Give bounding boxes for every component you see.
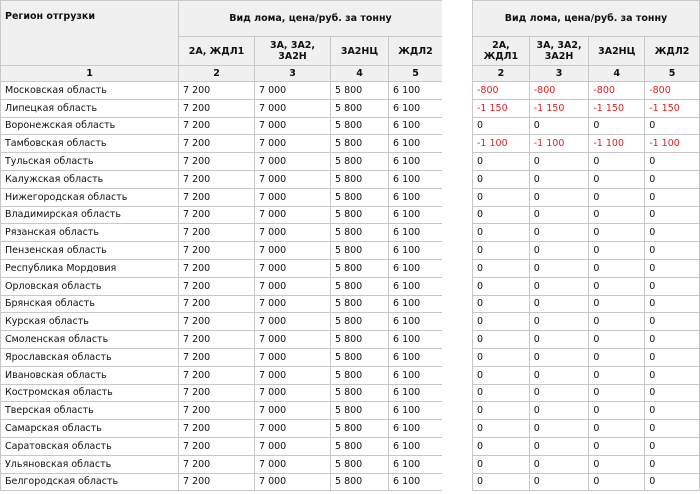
change-cell: 0 — [645, 437, 700, 455]
header-row-top — [473, 1, 700, 37]
price-cell: 7 200 — [179, 277, 255, 295]
price-cell: 7 000 — [255, 259, 331, 277]
change-cell: -1 150 — [529, 99, 589, 117]
change-cell: 0 — [529, 295, 589, 313]
price-cell: 7 000 — [255, 384, 331, 402]
change-cell: 0 — [645, 206, 700, 224]
change-cell: 0 — [645, 331, 700, 349]
price-cell: 7 000 — [255, 277, 331, 295]
change-cell: 0 — [529, 153, 589, 171]
price-cell: 7 000 — [255, 331, 331, 349]
column-number: 1 — [1, 66, 179, 82]
table-row — [473, 313, 700, 331]
change-cell: 0 — [589, 437, 645, 455]
price-cell: 7 000 — [255, 402, 331, 420]
region-name-cell: Курская область — [1, 313, 179, 331]
change-cell: 0 — [589, 206, 645, 224]
price-cell: 5 800 — [331, 473, 389, 491]
change-cell: -1 150 — [473, 99, 530, 117]
change-cell: 0 — [473, 170, 530, 188]
table-row — [1, 420, 443, 438]
price-cell: 7 000 — [255, 117, 331, 135]
change-cell: 0 — [645, 384, 700, 402]
price-cell: 5 800 — [331, 153, 389, 171]
table-row — [1, 259, 443, 277]
table-row — [1, 366, 443, 384]
change-cell: 0 — [645, 313, 700, 331]
price-cell: 6 100 — [389, 206, 443, 224]
price-cell: 7 000 — [255, 188, 331, 206]
change-cell: 0 — [589, 420, 645, 438]
price-cell: 5 800 — [331, 384, 389, 402]
change-cell: 0 — [473, 206, 530, 224]
price-cell: 7 200 — [179, 437, 255, 455]
column-number: 3 — [255, 66, 331, 82]
table-row — [473, 277, 700, 295]
price-cell: 7 000 — [255, 153, 331, 171]
price-cell: 5 800 — [331, 437, 389, 455]
region-column-header: Регион отгрузки — [1, 1, 179, 66]
price-cell: 7 000 — [255, 99, 331, 117]
price-cell: 6 100 — [389, 99, 443, 117]
change-cell: 0 — [645, 295, 700, 313]
table-row — [1, 313, 443, 331]
change-cell: 0 — [529, 117, 589, 135]
change-cell: 0 — [589, 455, 645, 473]
table-row — [1, 402, 443, 420]
region-name-cell: Белгородская область — [1, 473, 179, 491]
change-cell: 0 — [589, 366, 645, 384]
table-row — [1, 99, 443, 117]
change-cell: -1 150 — [645, 99, 700, 117]
change-group-header: Вид лома, цена/руб. за тонну — [473, 1, 700, 37]
region-name-cell: Ярославская область — [1, 348, 179, 366]
column-number: 2 — [473, 66, 530, 82]
table-row — [1, 82, 443, 100]
region-name-cell: Тверская область — [1, 402, 179, 420]
panel-divider — [442, 0, 472, 494]
table-row — [473, 99, 700, 117]
change-cell: 0 — [529, 313, 589, 331]
price-cell: 6 100 — [389, 135, 443, 153]
change-cell: 0 — [529, 420, 589, 438]
table-row — [473, 242, 700, 260]
table-row — [473, 153, 700, 171]
column-header-2a: 2А, ЖДЛ1 — [473, 37, 530, 66]
header-row-numbers — [1, 66, 443, 82]
header-row-numbers — [473, 66, 700, 82]
price-cell: 7 200 — [179, 99, 255, 117]
price-cell: 6 100 — [389, 331, 443, 349]
price-cell: 7 200 — [179, 206, 255, 224]
price-cell: 5 800 — [331, 313, 389, 331]
price-cell: 7 200 — [179, 224, 255, 242]
change-cell: 0 — [589, 153, 645, 171]
price-cell: 6 100 — [389, 259, 443, 277]
price-cell: 5 800 — [331, 277, 389, 295]
price-cell: 7 000 — [255, 366, 331, 384]
price-cell: 7 200 — [179, 473, 255, 491]
change-cell: 0 — [589, 277, 645, 295]
column-number: 5 — [645, 66, 700, 82]
change-cell: 0 — [529, 331, 589, 349]
price-cell: 6 100 — [389, 313, 443, 331]
price-cell: 7 200 — [179, 188, 255, 206]
region-name-cell: Воронежская область — [1, 117, 179, 135]
change-cell: 0 — [529, 455, 589, 473]
column-number: 2 — [179, 66, 255, 82]
change-cell: 0 — [473, 242, 530, 260]
table-row — [1, 135, 443, 153]
price-cell: 6 100 — [389, 242, 443, 260]
change-cell: 0 — [645, 153, 700, 171]
region-name-cell: Костромская область — [1, 384, 179, 402]
table-row — [473, 170, 700, 188]
change-cell: 0 — [589, 224, 645, 242]
price-cell: 7 000 — [255, 206, 331, 224]
column-header-3a2nc: 3А2НЦ — [331, 37, 389, 66]
change-cell: 0 — [589, 259, 645, 277]
region-name-cell: Нижегородская область — [1, 188, 179, 206]
table-row — [473, 348, 700, 366]
change-cell: 0 — [473, 117, 530, 135]
table-row — [1, 170, 443, 188]
price-cell: 5 800 — [331, 206, 389, 224]
table-row — [473, 384, 700, 402]
price-cell: 7 200 — [179, 295, 255, 313]
change-cell: 0 — [589, 402, 645, 420]
table-row — [1, 384, 443, 402]
table-row — [473, 224, 700, 242]
change-cell: -800 — [473, 82, 530, 100]
price-cell: 7 200 — [179, 153, 255, 171]
price-cell: 7 200 — [179, 117, 255, 135]
change-cell: 0 — [473, 384, 530, 402]
table-row — [1, 242, 443, 260]
change-cell: 0 — [529, 206, 589, 224]
table-row — [473, 366, 700, 384]
table-row — [473, 473, 700, 491]
change-cell: 0 — [589, 348, 645, 366]
table-row — [1, 348, 443, 366]
price-cell: 5 800 — [331, 99, 389, 117]
change-cell: 0 — [473, 295, 530, 313]
change-table-body — [473, 1, 700, 491]
price-cell: 6 100 — [389, 153, 443, 171]
table-row — [1, 153, 443, 171]
region-name-cell: Республика Мордовия — [1, 259, 179, 277]
column-number: 4 — [331, 66, 389, 82]
price-cell: 5 800 — [331, 117, 389, 135]
change-cell: 0 — [529, 473, 589, 491]
change-cell: 0 — [473, 420, 530, 438]
change-cell: -800 — [529, 82, 589, 100]
price-table-body — [1, 1, 443, 491]
change-cell: -1 100 — [473, 135, 530, 153]
change-cell: -1 100 — [589, 135, 645, 153]
table-row — [1, 473, 443, 491]
price-cell: 6 100 — [389, 295, 443, 313]
table-row — [473, 420, 700, 438]
region-name-cell: Московская область — [1, 82, 179, 100]
column-number: 3 — [529, 66, 589, 82]
table-row — [473, 188, 700, 206]
change-cell: 0 — [589, 170, 645, 188]
change-cell: -1 100 — [645, 135, 700, 153]
scrap-type-group-header: Вид лома, цена/руб. за тонну — [179, 1, 443, 37]
header-row-top — [1, 1, 443, 37]
price-cell: 7 000 — [255, 295, 331, 313]
price-cell: 7 000 — [255, 170, 331, 188]
price-cell: 5 800 — [331, 331, 389, 349]
change-cell: 0 — [645, 473, 700, 491]
change-cell: 0 — [589, 384, 645, 402]
column-header-3a2nc: 3А2НЦ — [589, 37, 645, 66]
region-name-cell: Ульяновская область — [1, 455, 179, 473]
change-cell: 0 — [645, 224, 700, 242]
price-cell: 7 000 — [255, 455, 331, 473]
change-cell: 0 — [645, 455, 700, 473]
price-cell: 5 800 — [331, 420, 389, 438]
column-header-3a: 3А, 3А2, 3А2Н — [529, 37, 589, 66]
change-cell: 0 — [645, 277, 700, 295]
table-row — [1, 277, 443, 295]
table-row — [473, 259, 700, 277]
price-cell: 5 800 — [331, 348, 389, 366]
change-cell: 0 — [473, 331, 530, 349]
change-cell: 0 — [645, 366, 700, 384]
column-number: 5 — [389, 66, 443, 82]
price-cell: 6 100 — [389, 188, 443, 206]
price-cell: 5 800 — [331, 170, 389, 188]
region-name-cell: Смоленская область — [1, 331, 179, 349]
change-cell: 0 — [529, 188, 589, 206]
table-row — [473, 82, 700, 100]
price-cell: 6 100 — [389, 170, 443, 188]
column-number: 4 — [589, 66, 645, 82]
column-header-zhdl2: ЖДЛ2 — [645, 37, 700, 66]
change-cell: 0 — [473, 437, 530, 455]
table-row — [1, 188, 443, 206]
change-cell: 0 — [645, 170, 700, 188]
region-name-cell: Брянская область — [1, 295, 179, 313]
price-cell: 7 000 — [255, 473, 331, 491]
change-cell: 0 — [589, 188, 645, 206]
price-cell: 6 100 — [389, 402, 443, 420]
change-cell: 0 — [645, 402, 700, 420]
change-cell: 0 — [473, 277, 530, 295]
price-cell: 6 100 — [389, 473, 443, 491]
change-cell: 0 — [473, 153, 530, 171]
region-name-cell: Орловская область — [1, 277, 179, 295]
header-row-columns — [473, 37, 700, 66]
price-cell: 7 000 — [255, 348, 331, 366]
change-cell: 0 — [473, 348, 530, 366]
price-cell: 7 200 — [179, 402, 255, 420]
region-name-cell: Липецкая область — [1, 99, 179, 117]
price-cell: 7 000 — [255, 242, 331, 260]
change-cell: 0 — [473, 224, 530, 242]
price-cell: 5 800 — [331, 135, 389, 153]
column-header-3a: 3А, 3А2, 3А2Н — [255, 37, 331, 66]
change-table — [472, 0, 700, 491]
price-cell: 7 200 — [179, 384, 255, 402]
change-cell: 0 — [589, 331, 645, 349]
change-cell: 0 — [645, 259, 700, 277]
region-name-cell: Ивановская область — [1, 366, 179, 384]
change-cell: 0 — [589, 313, 645, 331]
table-row — [1, 437, 443, 455]
price-cell: 6 100 — [389, 348, 443, 366]
change-cell: 0 — [645, 348, 700, 366]
table-row — [473, 437, 700, 455]
change-cell: 0 — [529, 277, 589, 295]
price-cell: 7 200 — [179, 366, 255, 384]
price-cell: 5 800 — [331, 402, 389, 420]
price-cell: 7 200 — [179, 135, 255, 153]
price-cell: 6 100 — [389, 224, 443, 242]
change-cell: 0 — [529, 259, 589, 277]
table-row — [473, 206, 700, 224]
change-cell: -800 — [589, 82, 645, 100]
table-row — [1, 117, 443, 135]
change-cell: 0 — [473, 366, 530, 384]
change-cell: 0 — [529, 348, 589, 366]
table-row — [1, 331, 443, 349]
region-name-cell: Саратовская область — [1, 437, 179, 455]
change-cell: 0 — [473, 188, 530, 206]
change-cell: 0 — [529, 170, 589, 188]
price-cell: 7 200 — [179, 313, 255, 331]
price-cell: 7 000 — [255, 82, 331, 100]
change-cell: 0 — [473, 402, 530, 420]
change-cell: 0 — [529, 437, 589, 455]
region-name-cell: Самарская область — [1, 420, 179, 438]
change-cell: 0 — [473, 313, 530, 331]
table-row — [473, 117, 700, 135]
price-cell: 7 000 — [255, 224, 331, 242]
table-row — [1, 455, 443, 473]
change-cell: 0 — [645, 242, 700, 260]
change-cell: 0 — [645, 188, 700, 206]
price-cell: 5 800 — [331, 242, 389, 260]
price-cell: 5 800 — [331, 224, 389, 242]
price-cell: 5 800 — [331, 366, 389, 384]
region-name-cell: Калужская область — [1, 170, 179, 188]
change-cell: 0 — [529, 224, 589, 242]
price-cell: 6 100 — [389, 117, 443, 135]
price-cell: 7 200 — [179, 242, 255, 260]
price-cell: 7 200 — [179, 348, 255, 366]
table-row — [473, 331, 700, 349]
column-header-2a: 2А, ЖДЛ1 — [179, 37, 255, 66]
region-name-cell: Владимирская область — [1, 206, 179, 224]
price-cell: 7 000 — [255, 313, 331, 331]
region-name-cell: Рязанская область — [1, 224, 179, 242]
change-cell: -800 — [645, 82, 700, 100]
change-cell: 0 — [645, 117, 700, 135]
price-cell: 7 200 — [179, 420, 255, 438]
change-cell: 0 — [589, 295, 645, 313]
price-cell: 5 800 — [331, 259, 389, 277]
price-cell: 7 000 — [255, 437, 331, 455]
table-row — [473, 455, 700, 473]
price-cell: 6 100 — [389, 455, 443, 473]
table-row — [1, 224, 443, 242]
price-cell: 7 200 — [179, 331, 255, 349]
price-cell: 6 100 — [389, 384, 443, 402]
change-cell: 0 — [589, 117, 645, 135]
change-cell: 0 — [529, 242, 589, 260]
price-cell: 6 100 — [389, 82, 443, 100]
price-cell: 7 200 — [179, 170, 255, 188]
table-row — [473, 402, 700, 420]
table-row — [1, 206, 443, 224]
change-cell: 0 — [473, 259, 530, 277]
change-cell: 0 — [529, 384, 589, 402]
price-cell: 5 800 — [331, 188, 389, 206]
price-cell: 5 800 — [331, 295, 389, 313]
change-cell: 0 — [589, 242, 645, 260]
change-cell: 0 — [645, 420, 700, 438]
change-cell: 0 — [529, 366, 589, 384]
change-cell: -1 100 — [529, 135, 589, 153]
price-cell: 7 000 — [255, 420, 331, 438]
change-cell: 0 — [473, 455, 530, 473]
change-cell: 0 — [473, 473, 530, 491]
table-row — [473, 295, 700, 313]
table-row — [1, 295, 443, 313]
price-cell: 7 200 — [179, 259, 255, 277]
price-cell: 5 800 — [331, 82, 389, 100]
price-cell: 6 100 — [389, 420, 443, 438]
price-cell: 5 800 — [331, 455, 389, 473]
region-name-cell: Пензенская область — [1, 242, 179, 260]
table-row — [473, 135, 700, 153]
change-cell: 0 — [529, 402, 589, 420]
price-cell: 7 200 — [179, 82, 255, 100]
change-cell: -1 150 — [589, 99, 645, 117]
price-cell: 7 000 — [255, 135, 331, 153]
region-name-cell: Тамбовская область — [1, 135, 179, 153]
price-cell: 6 100 — [389, 437, 443, 455]
region-name-cell: Тульская область — [1, 153, 179, 171]
price-cell: 6 100 — [389, 366, 443, 384]
column-header-zhdl2: ЖДЛ2 — [389, 37, 443, 66]
change-cell: 0 — [589, 473, 645, 491]
change-table-panel — [472, 0, 700, 491]
price-cell: 6 100 — [389, 277, 443, 295]
price-cell: 7 200 — [179, 455, 255, 473]
